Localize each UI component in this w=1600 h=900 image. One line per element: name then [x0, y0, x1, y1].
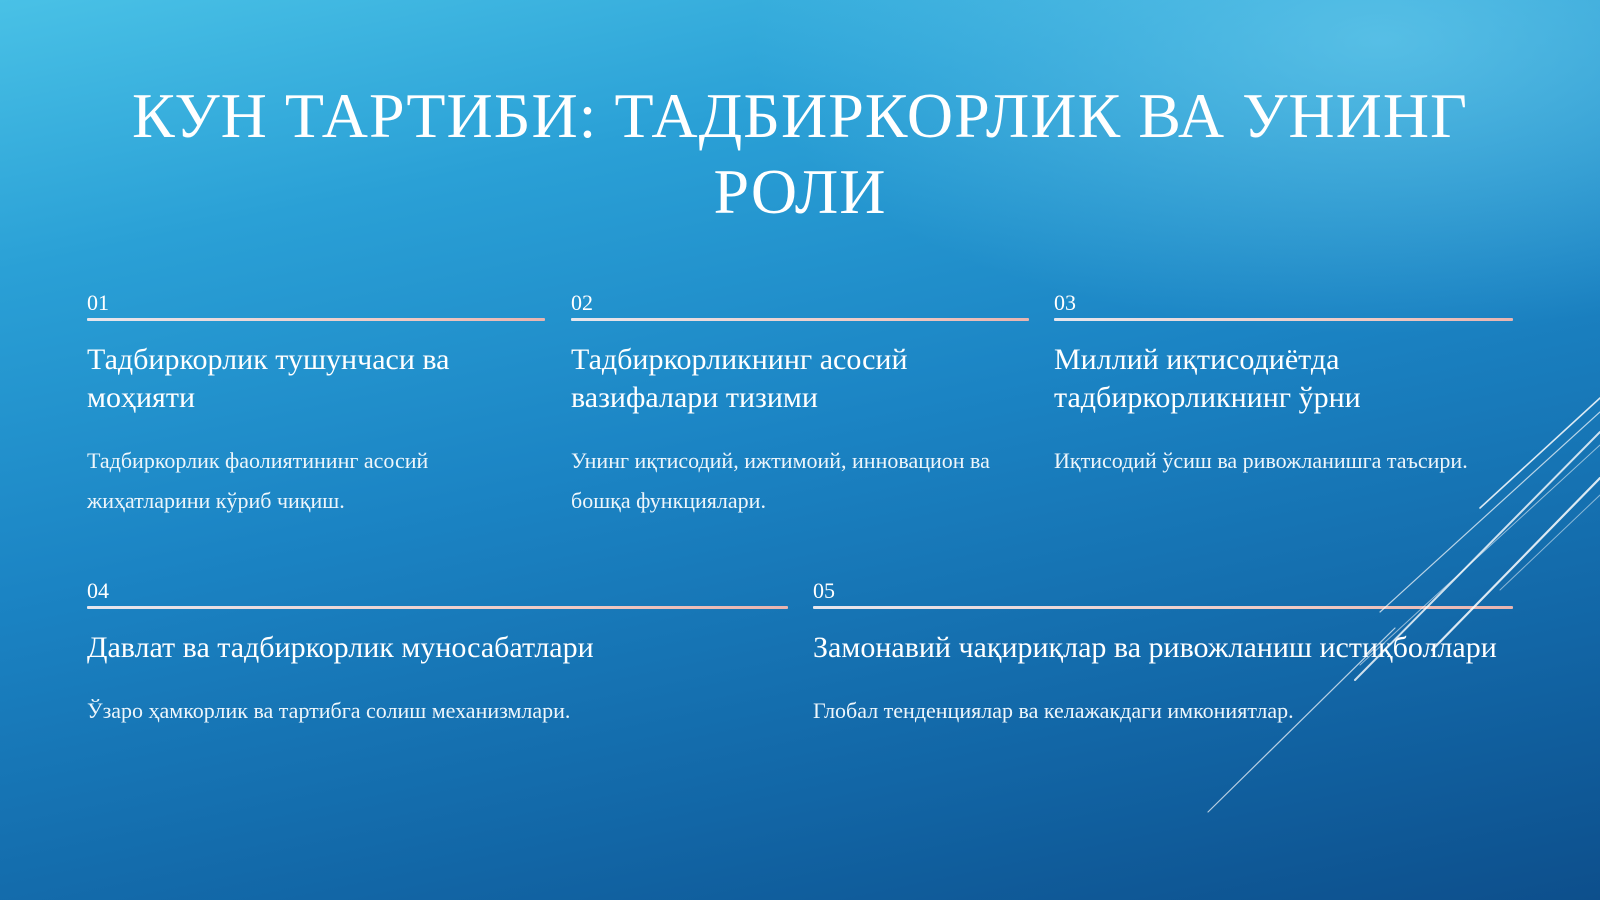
item-number: 01	[87, 290, 109, 315]
agenda-item-02	[571, 290, 1029, 521]
item-heading: Давлат ва тадбиркорлик муносабатлари	[87, 631, 594, 664]
item-heading: Миллий иқтисодиётда тадбиркорликнинг ўрни	[1054, 343, 1361, 414]
agenda-item-03	[1054, 290, 1513, 481]
item-heading: Замонавий чақириқлар ва ривожланиш истиқболлари	[813, 631, 1497, 664]
item-divider	[813, 606, 1513, 609]
agenda-item-01	[87, 290, 545, 521]
item-divider	[1054, 318, 1513, 321]
agenda-item-05	[813, 578, 1513, 731]
item-number: 02	[571, 290, 593, 315]
item-number: 03	[1054, 290, 1076, 315]
item-divider	[87, 606, 788, 609]
item-description: Иқтисодий ўсиш ва ривожланишга таъсири.	[1054, 448, 1468, 473]
item-divider	[571, 318, 1029, 321]
item-divider	[87, 318, 545, 321]
item-description: Глобал тенденциялар ва келажакдаги имкониятлар.	[813, 698, 1294, 723]
item-heading: Тадбиркорлик тушунчаси ва моҳияти	[87, 343, 450, 414]
agenda-item-04	[87, 578, 788, 731]
item-number: 04	[87, 578, 109, 603]
item-heading: Тадбиркорликнинг асосий вазифалари тизими	[571, 343, 908, 414]
item-description: Унинг иқтисодий, ижтимоий, инновацион ва бошқа функциялари.	[571, 448, 990, 513]
slide-title: КУН ТАРТИБИ: ТАДБИРКОРЛИК ВА УНИНГ РОЛИ	[131, 80, 1469, 227]
item-number: 05	[813, 578, 835, 603]
item-description: Ўзаро ҳамкорлик ва тартибга солиш механизмлари.	[87, 698, 571, 723]
item-description: Тадбиркорлик фаолиятининг асосий жиҳатларини кўриб чиқиш.	[87, 448, 429, 513]
